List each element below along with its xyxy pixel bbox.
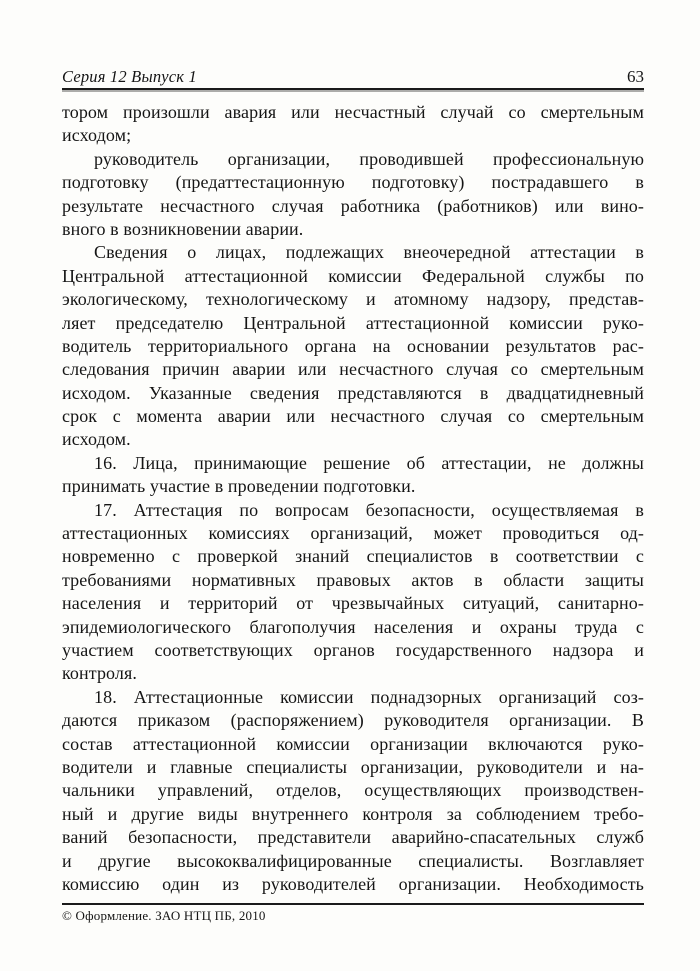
text-line: Центральной аттестационной комиссии Федеральной службы по <box>62 265 644 286</box>
text-line: и другие высококвалифицированные специалисты. Возглавляет <box>62 850 644 871</box>
text-line: срок с момента аварии или несчастного случая со смертельным <box>62 406 644 427</box>
series-label: Серия 12 Выпуск 1 <box>62 67 198 86</box>
text-line: ляет председателю Центральной аттестационной комиссии руко- <box>62 312 644 333</box>
text-line: результате несчастного случая работника (работников) или вино- <box>62 195 644 216</box>
text-line: чальники управлений, отделов, осуществляющих производствен- <box>62 780 644 801</box>
footer-divider <box>62 903 644 905</box>
text-line: ваний безопасности, представители аварийно-спасательных служб <box>62 827 644 848</box>
text-line: участием соответствующих органов государственного надзора и <box>62 639 644 660</box>
text-line: следования причин аварии или несчастного случая со смертельным <box>62 359 644 380</box>
text-line: эпидемиологического благополучия населения и охраны труда с <box>62 616 644 637</box>
text-line: 17. Аттестация по вопросам безопасности, осуществляемая в <box>94 499 644 520</box>
text-line: Сведения о лицах, подлежащих внеочередной аттестации в <box>94 242 644 263</box>
text-line: вного в возникновении аварии. <box>62 218 304 239</box>
text-line: даются приказом (распоряжением) руководителя организации. В <box>62 710 644 731</box>
page-number: 63 <box>627 67 644 86</box>
body-text <box>62 101 644 896</box>
text-line: принимать участие в проведении подготовки. <box>62 476 416 497</box>
text-line: подготовку (предаттестационную подготовку) пострадавшего в <box>62 172 644 193</box>
text-line: руководитель организации, проводившей профессиональную <box>94 148 644 169</box>
text-line: исходом; <box>62 125 132 146</box>
text-line: 18. Аттестационные комиссии поднадзорных организаций соз- <box>94 686 644 707</box>
text-line: 16. Лица, принимающие решение об аттестации, не должны <box>94 452 644 473</box>
text-line: тором произошли авария или несчастный случай со смертельным <box>62 102 644 122</box>
text-line: экологическому, технологическому и атомному надзору, представ- <box>62 289 644 310</box>
text-line: новременно с проверкой знаний специалистов в соответствии с <box>62 546 644 567</box>
copyright-notice: © Оформление. ЗАО НТЦ ПБ, 2010 <box>62 908 266 923</box>
page-header <box>62 67 644 89</box>
text-line: водители и главные специалисты организации, руководители и на- <box>62 756 644 777</box>
text-line: состав аттестационной комиссии организации включаются руко- <box>62 733 644 754</box>
text-line: исходом. <box>62 429 131 450</box>
text-line: контроля. <box>62 663 137 684</box>
header-divider <box>62 88 644 90</box>
text-line: населения и территорий от чрезвычайных ситуаций, санитарно- <box>62 593 644 614</box>
text-line: исходом. Указанные сведения представляются в двадцатидневный <box>62 382 644 403</box>
text-line: аттестационных комиссиях организаций, может проводиться од- <box>62 523 644 544</box>
text-line: ный и другие виды внутреннего контроля за соблюдением требо- <box>62 803 644 824</box>
text-line: требованиями нормативных правовых актов в области защиты <box>62 569 644 590</box>
text-line: водитель территориального органа на основании результатов рас- <box>62 335 644 356</box>
text-line: комиссию один из руководителей организации. Необходимость <box>62 873 644 894</box>
